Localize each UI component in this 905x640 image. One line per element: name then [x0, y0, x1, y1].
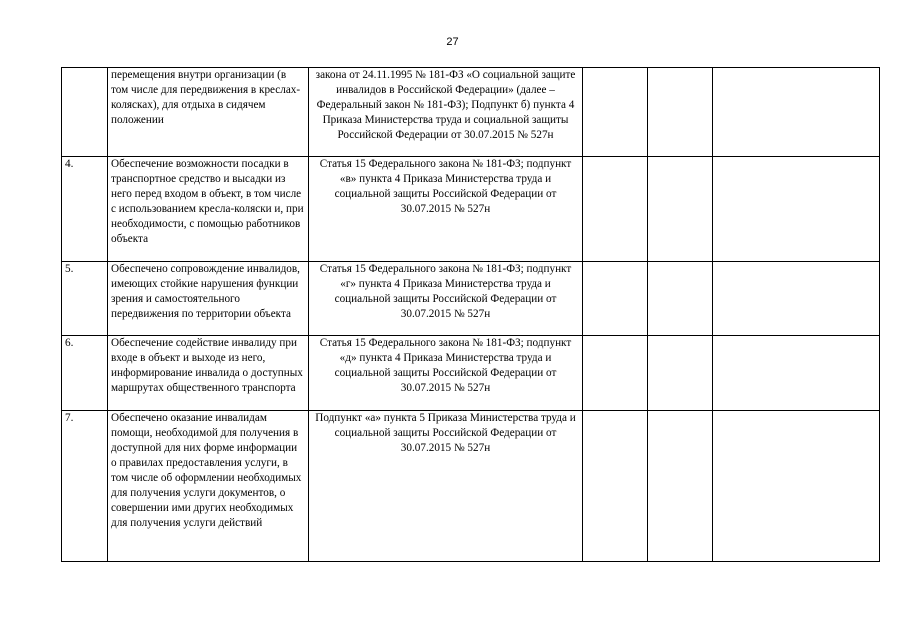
legal-basis-text: закона от 24.11.1995 № 181-ФЗ «О социальной защите инвалидов в Российской Федерации» (далее – Федеральный закон № 181-ФЗ); Подпункт б) пункта 4 Приказа Министерства труда и социальной защиты Российской Федерации от 30.07.2015 № 527н [315, 69, 576, 141]
empty-cell [583, 157, 648, 262]
empty-cell [648, 411, 713, 562]
requirement-cell [108, 157, 309, 262]
page-number: 27 [446, 36, 459, 48]
empty-cell [713, 262, 880, 336]
legal-basis-cell [309, 262, 583, 336]
requirement-cell [108, 336, 309, 411]
row-number-cell: 5. [62, 262, 108, 336]
legal-basis-text: Статья 15 Федерального закона № 181-ФЗ; подпункт «д» пункта 4 Приказа Министерства труда и социальной защиты Российской Федерации от 30.07.2015 № 527н [319, 337, 572, 394]
legal-basis-cell [309, 336, 583, 411]
empty-cell [648, 157, 713, 262]
empty-cell [648, 336, 713, 411]
empty-cell [713, 68, 880, 157]
requirements-table [61, 67, 880, 562]
requirement-cell [108, 262, 309, 336]
empty-cell [713, 336, 880, 411]
table-row [62, 68, 880, 157]
requirement-cell [108, 411, 309, 562]
row-number-cell [62, 68, 108, 157]
empty-cell [648, 68, 713, 157]
empty-cell [713, 411, 880, 562]
requirement-text: перемещения внутри организации (в том числе для передвижения в креслах-колясках), для отдыха в сидячем положении [111, 69, 301, 126]
table-row [62, 336, 880, 411]
requirement-cell [108, 68, 309, 157]
table-row [62, 157, 880, 262]
empty-cell [648, 262, 713, 336]
table-row [62, 262, 880, 336]
empty-cell [583, 411, 648, 562]
empty-cell [583, 262, 648, 336]
requirement-text: Обеспечение возможности посадки в транспортное средство и высадки из него перед входом в объект, в том числе с использованием кресла-коляски и, при необходимости, с помощью работников объекта [111, 158, 304, 245]
row-number-cell: 4. [62, 157, 108, 262]
row-number-cell: 7. [62, 411, 108, 562]
table-row [62, 411, 880, 562]
legal-basis-cell [309, 157, 583, 262]
legal-basis-text: Статья 15 Федерального закона № 181-ФЗ; подпункт «в» пункта 4 Приказа Министерства труда и социальной защиты Российской Федерации от 30.07.2015 № 527н [319, 158, 572, 215]
empty-cell [713, 157, 880, 262]
requirement-text: Обеспечено оказание инвалидам помощи, необходимой для получения в доступной для них форме информации о правилах предоставления услуги, в том числе об оформлении необходимых для получения услуги документов, о совершении ими других необходимых для получения услуги действий [111, 412, 302, 529]
legal-basis-cell [309, 411, 583, 562]
empty-cell [583, 68, 648, 157]
requirement-text: Обеспечено сопровождение инвалидов, имеющих стойкие нарушения функции зрения и самостоятельного передвижения по территории объекта [111, 263, 300, 320]
row-number-cell: 6. [62, 336, 108, 411]
legal-basis-cell [309, 68, 583, 157]
legal-basis-text: Подпункт «а» пункта 5 Приказа Министерства труда и социальной защиты Российской Федерации от 30.07.2015 № 527н [315, 412, 576, 454]
legal-basis-text: Статья 15 Федерального закона № 181-ФЗ; подпункт «г» пункта 4 Приказа Министерства труда и социальной защиты Российской Федерации от 30.07.2015 № 527н [319, 263, 572, 320]
empty-cell [583, 336, 648, 411]
requirement-text: Обеспечение содействие инвалиду при входе в объект и выходе из него, информирование инвалида о доступных маршрутах общественного транспорта [111, 337, 303, 394]
